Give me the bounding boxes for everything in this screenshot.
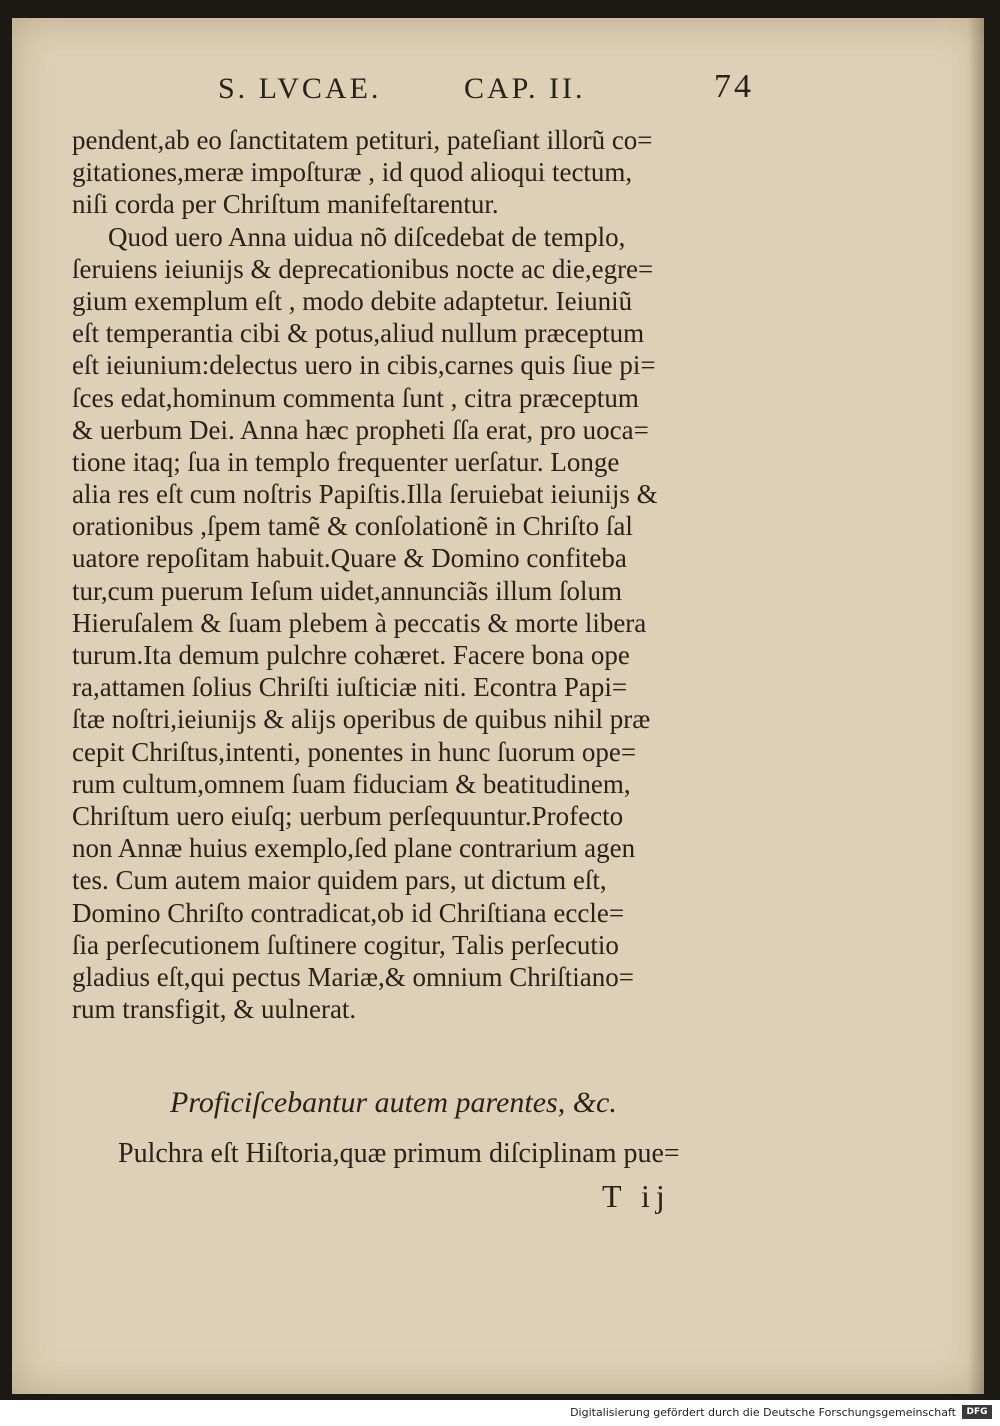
section-rubric: Proficiſcebantur autem parentes, &c. [170,1086,617,1119]
text-line: rum transfigit, & uulnerat. [72,994,357,1025]
text-line: Hieruſalem & ſuam plebem à peccatis & morte libera [72,607,647,638]
text-line: tur,cum puerum Ieſum uidet,annunciãs illum ſolum [72,575,623,606]
text-line: pendent,ab eo ſanctitatem petituri, pateſiant illorũ co= [72,125,653,155]
text-line: niſi corda per Chriſtum manifeſtarentur. [72,189,499,220]
text-line: ſia perſecutionem ſuſtinere cogitur, Talis perſecutio [72,929,619,960]
text-line: Chriſtum uero eiuſq; uerbum perſequuntur.Profecto [72,800,624,831]
text-line: & uerbum Dei. Anna hæc propheti ſſa erat, pro uoca= [72,414,649,445]
text-line: non Annæ huius exemplo,ſed plane contrarium agen [72,833,636,864]
text-line: rum cultum,omnem ſuam fiduciam & beatitudinem, [72,768,631,799]
text-line: gladius eſt,qui pectus Mariæ,& omnium Chriſtiano= [72,961,634,992]
text-line: ſtæ noſtri,ieiunijs & alijs operibus de quibus nihil præ [72,704,651,735]
running-head [218,68,818,112]
text-line: turum.Ita demum pulchre cohæret. Facere bona ope [72,640,630,670]
text-line: Quod uero Anna uidua nõ diſcedebat de templo, [108,221,626,252]
text-line: cepit Chriſtus,intenti, ponentes in hunc ſuorum ope= [72,736,637,767]
body-text [72,124,772,1025]
text-line: Domino Chriſto contradicat,ob id Chriſtiana eccle= [72,897,625,928]
page-edge-shadow [968,18,984,1394]
text-line: orationibus ,ſpem tamẽ & conſolationẽ in Chriſto ſal [72,511,633,542]
text-line: gitationes,meræ impoſturæ , id quod alioqui tectum, [72,157,633,188]
text-line: tione itaq; ſua in templo frequenter uerſatur. Longe [72,446,620,477]
text-line: eſt ieiunium:delectus uero in cibis,carnes quis ſiue pi= [72,350,656,381]
text-line: ſces edat,hominum commenta ſunt , citra præceptum [72,382,639,413]
text-line: eſt temperantia cibi & potus,aliud nullum præceptum [72,318,645,349]
running-head-title: S. LVCAE. [218,72,382,105]
text-line: gium exemplum eſt , modo debite adaptetur. Ieiuniũ [72,285,633,316]
text-line: ſeruiens ieiunijs & deprecationibus nocte ac die,egre= [72,253,654,284]
text-line: alia res eſt cum noſtris Papiſtis.Illa ſeruiebat ieiunijs & [72,479,658,510]
footer-bar [0,1400,1000,1426]
text-line: tes. Cum autem maior quidem pars, ut dictum eſt, [72,865,607,896]
text-line-last: Pulchra eſt Hiſtoria,quæ primum diſciplinam pue= [118,1138,680,1169]
footer-credit: Digitalisierung gefördert durch die Deutsche Forschungsgemeinschaft [570,1406,956,1419]
signature-mark: T ij [602,1178,671,1214]
page-number: 74 [714,68,754,105]
text-line: ra,attamen ſolius Chriſti iuſticiæ niti. Econtra Papi= [72,672,628,703]
running-head-chapter: CAP. II. [464,72,586,105]
text-line: uatore repoſitam habuit.Quare & Domino confiteba [72,543,627,574]
dfg-logo-icon: DFG [962,1405,992,1419]
